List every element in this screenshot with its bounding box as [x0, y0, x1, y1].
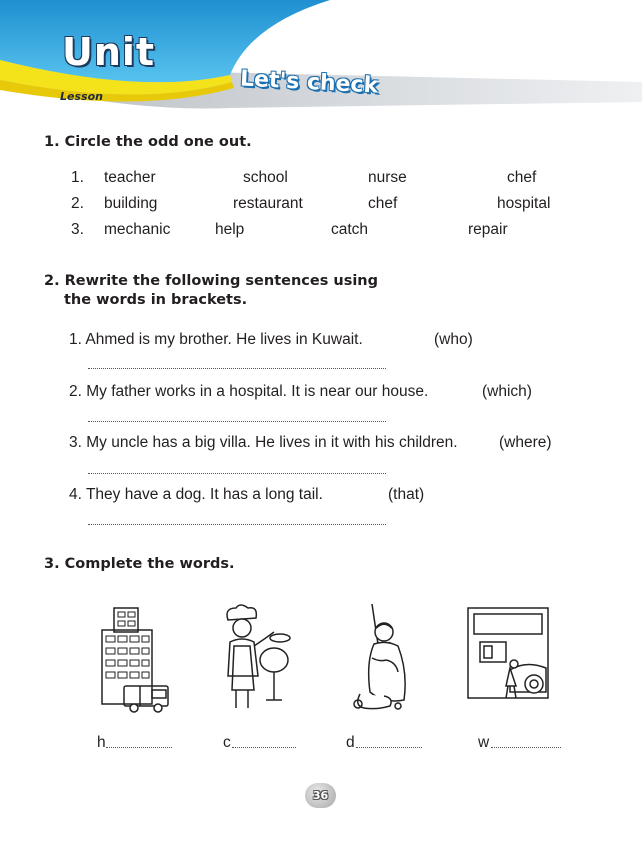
word-option[interactable]: building: [104, 195, 158, 212]
word-start-3: d: [346, 734, 355, 751]
section2-title-line1: 2. Rewrite the following sentences using: [44, 273, 379, 289]
row-number: 2.: [71, 195, 84, 212]
word-option[interactable]: chef: [507, 169, 537, 186]
lets-check-title: Let's check: [239, 66, 379, 99]
bracket-word-3: (where): [499, 434, 552, 451]
word-option[interactable]: restaurant: [233, 195, 303, 212]
word-option[interactable]: school: [243, 169, 288, 186]
section3-title: 3. Complete the words.: [44, 556, 235, 572]
answer-line-3[interactable]: [88, 473, 386, 474]
sentence-4: 4. They have a dog. It has a long tail.: [69, 486, 323, 503]
page-header: [0, 0, 642, 125]
sentence-1: 1. Ahmed is my brother. He lives in Kuwait.: [69, 331, 363, 348]
word-option[interactable]: chef: [368, 195, 398, 212]
word-option[interactable]: nurse: [368, 169, 407, 186]
building-picture: [96, 602, 176, 716]
word-option[interactable]: teacher: [104, 169, 156, 186]
answer-line-1[interactable]: [88, 368, 386, 369]
mechanic-picture: [466, 602, 552, 706]
row-number: 3.: [71, 221, 84, 238]
row-number: 1.: [71, 169, 84, 186]
bracket-word-2: (which): [482, 383, 532, 400]
word-blank-2[interactable]: [232, 747, 296, 748]
word-start-2: c: [223, 734, 231, 751]
bracket-word-1: (who): [434, 331, 473, 348]
lesson-label: Lesson: [60, 90, 103, 103]
word-option[interactable]: help: [215, 221, 245, 238]
bracket-word-4: (that): [388, 486, 425, 503]
sweeper-picture: [346, 602, 426, 716]
word-option[interactable]: catch: [331, 221, 369, 238]
word-option[interactable]: repair: [468, 221, 508, 238]
answer-line-4[interactable]: [88, 524, 386, 525]
unit-title: Unit: [62, 30, 156, 74]
word-blank-1[interactable]: [106, 747, 172, 748]
chef-picture: [214, 602, 294, 716]
sentence-2: 2. My father works in a hospital. It is near our house.: [69, 383, 429, 400]
section1-title: 1. Circle the odd one out.: [44, 134, 252, 150]
word-start-1: h: [97, 734, 106, 751]
word-blank-4[interactable]: [491, 747, 561, 748]
word-option[interactable]: hospital: [497, 195, 551, 212]
sentence-3: 3. My uncle has a big villa. He lives in it with his children.: [69, 434, 458, 451]
section2-title-line2: the words in brackets.: [64, 292, 248, 308]
page-number: 36: [305, 783, 336, 808]
word-blank-3[interactable]: [356, 747, 422, 748]
answer-line-2[interactable]: [88, 421, 386, 422]
word-option[interactable]: mechanic: [104, 221, 171, 238]
word-start-4: w: [478, 734, 490, 751]
